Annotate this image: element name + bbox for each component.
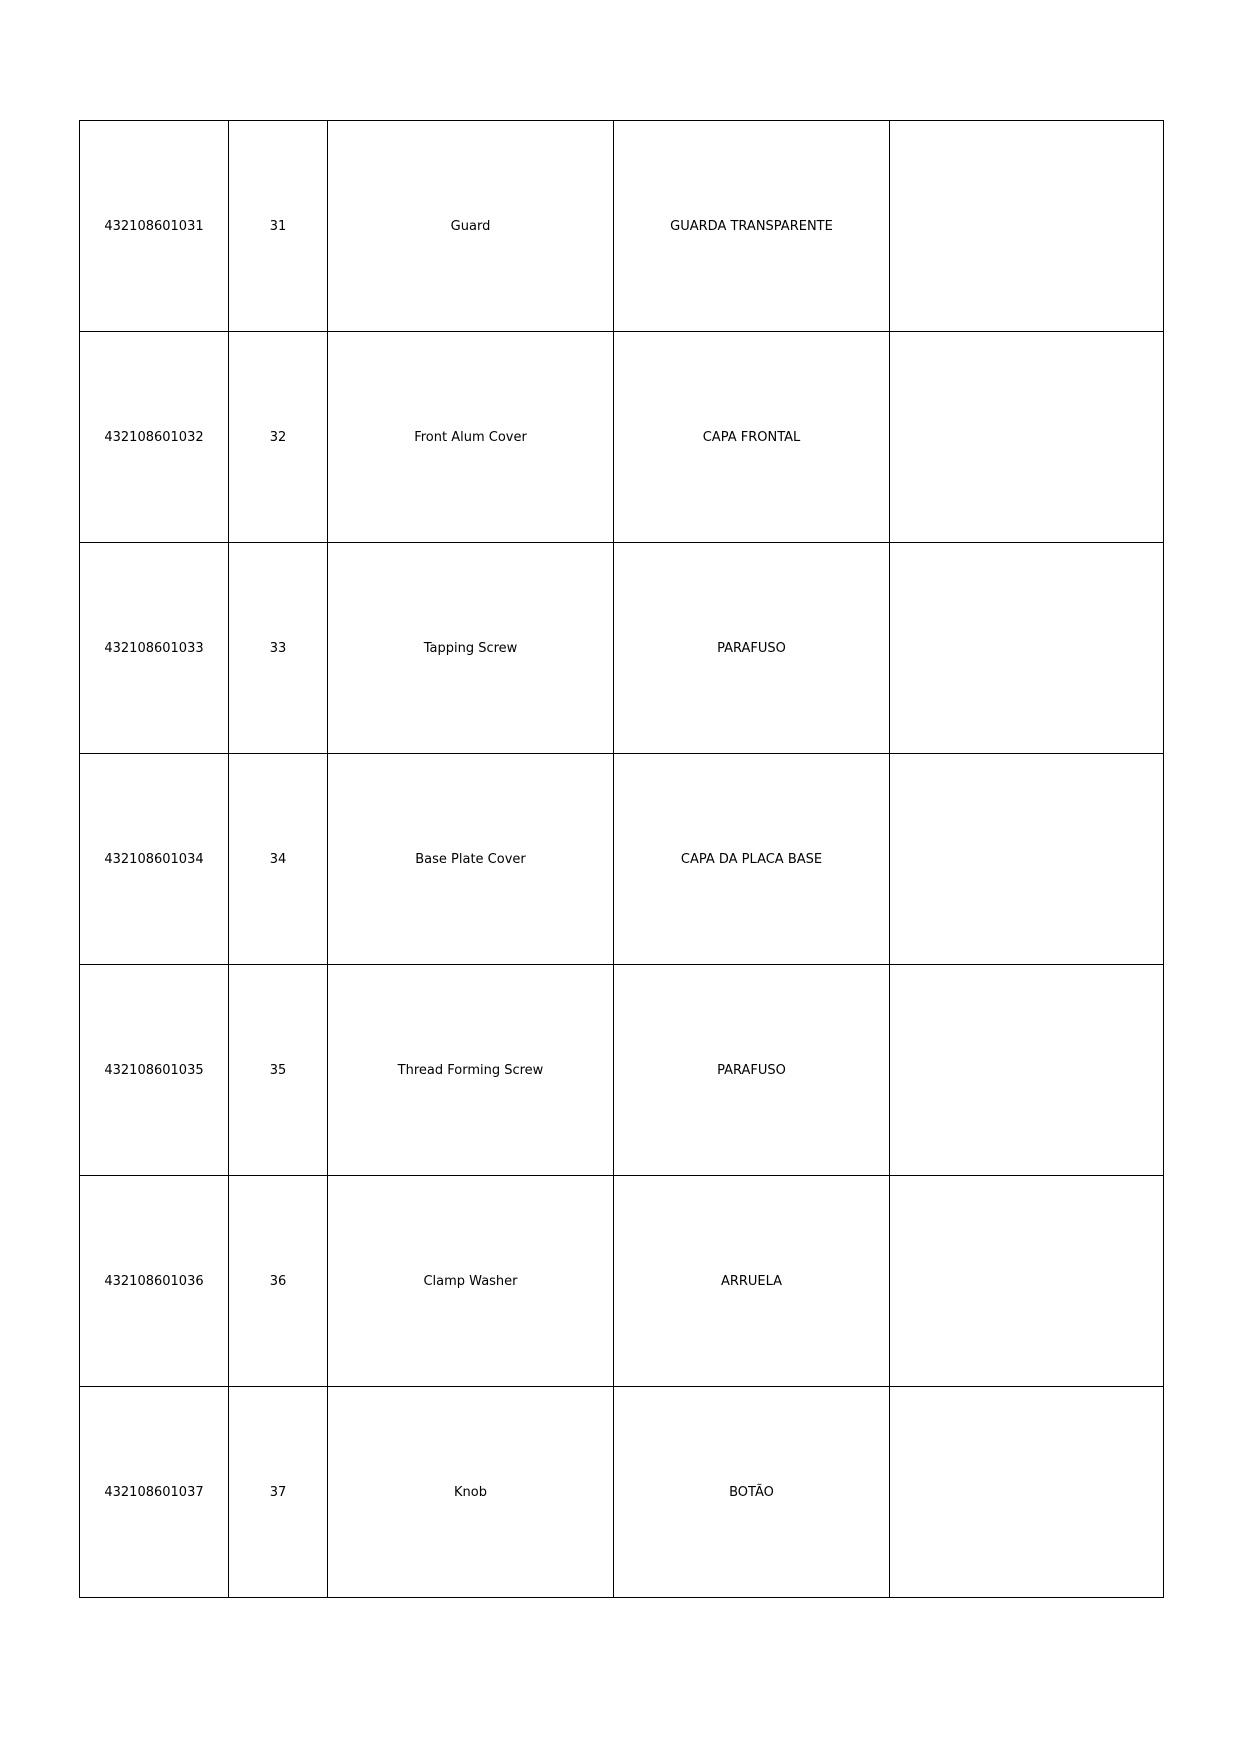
description-pt-cell: GUARDA TRANSPARENTE [614,121,890,332]
part-code-cell: 432108601037 [80,1387,229,1598]
table-row [80,121,1164,332]
item-number-cell: 37 [229,1387,328,1598]
description-en-cell: Tapping Screw [328,543,614,754]
description-en-cell: Clamp Washer [328,1176,614,1387]
notes-cell [890,754,1164,965]
part-code-cell: 432108601036 [80,1176,229,1387]
item-number-cell: 31 [229,121,328,332]
table-row [80,1176,1164,1387]
item-number-cell: 34 [229,754,328,965]
description-pt-cell: PARAFUSO [614,965,890,1176]
notes-cell [890,1387,1164,1598]
description-pt-cell: CAPA FRONTAL [614,332,890,543]
description-pt-cell: ARRUELA [614,1176,890,1387]
notes-cell [890,1176,1164,1387]
part-code-cell: 432108601032 [80,332,229,543]
item-number-cell: 36 [229,1176,328,1387]
item-number-cell: 32 [229,332,328,543]
table-row [80,332,1164,543]
description-en-cell: Front Alum Cover [328,332,614,543]
part-code-cell: 432108601034 [80,754,229,965]
part-code-cell: 432108601033 [80,543,229,754]
description-pt-cell: PARAFUSO [614,543,890,754]
notes-cell [890,543,1164,754]
notes-cell [890,121,1164,332]
description-pt-cell: CAPA DA PLACA BASE [614,754,890,965]
description-en-cell: Base Plate Cover [328,754,614,965]
description-en-cell: Thread Forming Screw [328,965,614,1176]
description-pt-cell: BOTÃO [614,1387,890,1598]
description-en-cell: Knob [328,1387,614,1598]
notes-cell [890,332,1164,543]
item-number-cell: 33 [229,543,328,754]
table-row [80,1387,1164,1598]
table-row [80,965,1164,1176]
table-row [80,754,1164,965]
parts-table [79,120,1164,1598]
description-en-cell: Guard [328,121,614,332]
item-number-cell: 35 [229,965,328,1176]
part-code-cell: 432108601035 [80,965,229,1176]
notes-cell [890,965,1164,1176]
part-code-cell: 432108601031 [80,121,229,332]
table-row [80,543,1164,754]
